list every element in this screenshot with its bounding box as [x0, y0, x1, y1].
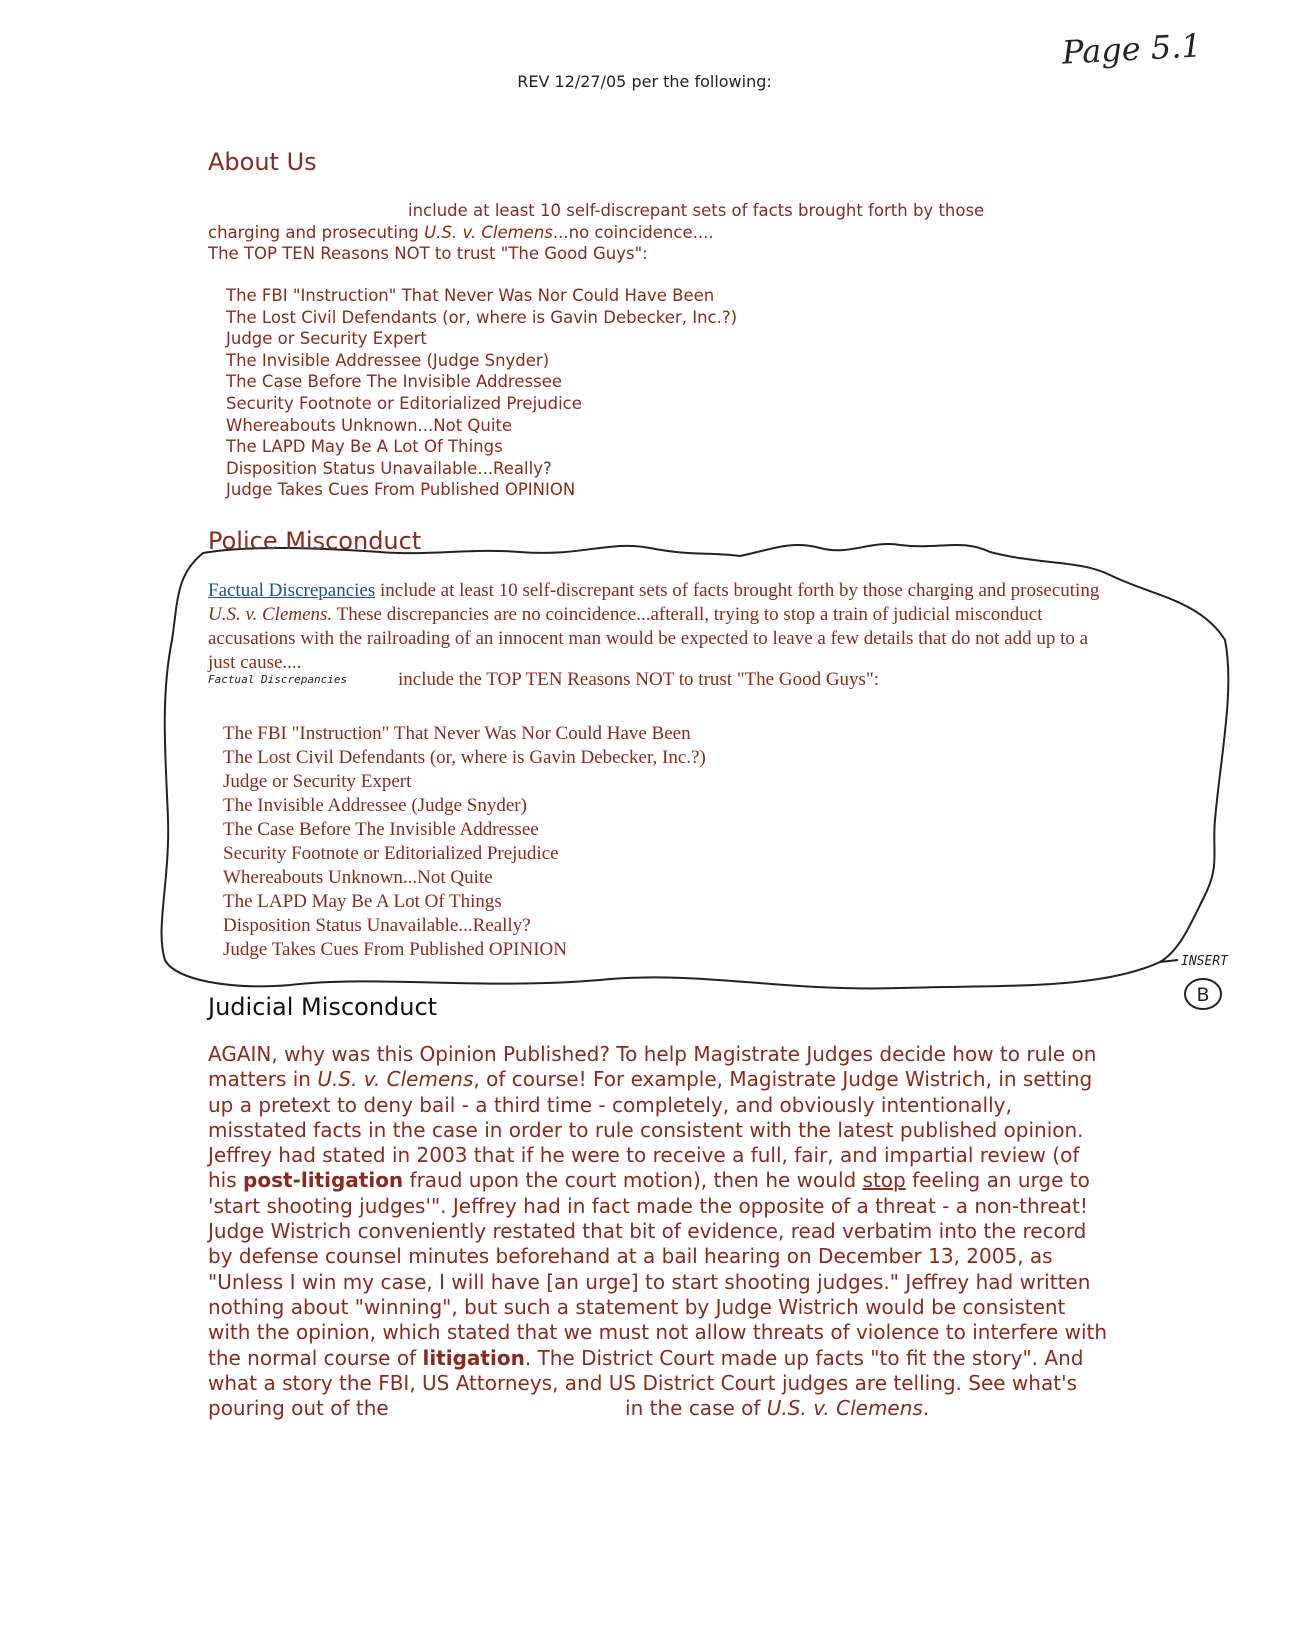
police-list-item: Disposition Status Unavailable...Really? — [223, 915, 531, 936]
about-list-item: The LAPD May Be A Lot Of Things — [226, 437, 503, 457]
factual-discrepancies-link[interactable]: Factual Discrepancies — [208, 580, 376, 601]
insert-b-letter: B — [1196, 984, 1210, 1006]
judicial-text: AGAIN, why was this Opinion Published? To help Magistrate Judges decide how to rule on matters in — [208, 1042, 1097, 1092]
judicial-text: . The District Court made up facts "to fit the story". And what a story the FBI, US Attorneys, and US District Court judges are telling. See what's pouring out of the — [208, 1345, 1084, 1421]
judicial-text: in the case of — [618, 1396, 767, 1421]
about-us-intro — [208, 200, 1058, 265]
judicial-case-name: U.S. v. Clemens — [317, 1067, 474, 1092]
about-list-item: The Invisible Addressee (Judge Snyder) — [226, 350, 550, 370]
revision-note: REV 12/27/05 per the following: — [517, 72, 772, 91]
police-list-item: The FBI "Instruction" That Never Was Nor Could Have Been — [223, 723, 691, 744]
police-misconduct-list — [223, 722, 706, 962]
police-list-item: Security Footnote or Editorialized Prejudice — [223, 843, 559, 864]
insert-b-circle — [1183, 976, 1223, 1012]
about-intro-line1: include at least 10 self-discrepant sets of facts brought forth by those — [408, 201, 985, 220]
about-intro-case: U.S. v. Clemens — [424, 222, 553, 242]
about-list-item: Security Footnote or Editorialized Prejudice — [226, 393, 582, 413]
police-topten-line: include the TOP TEN Reasons NOT to trust "The Good Guys": — [398, 669, 879, 690]
about-list-item: Whereabouts Unknown...Not Quite — [226, 415, 513, 435]
police-list-item: The Case Before The Invisible Addressee — [223, 819, 539, 840]
police-list-item: The LAPD May Be A Lot Of Things — [223, 891, 502, 912]
handwritten-factual-note: Factual Discrepancies — [208, 673, 348, 686]
police-list-item: Judge Takes Cues From Published OPINION — [223, 939, 568, 960]
judicial-misconduct-paragraph — [208, 1042, 1108, 1421]
judicial-text: fraud upon the court motion), then he would — [403, 1168, 863, 1193]
police-para-part2: These discrepancies are no coincidence...afterall, trying to stop a train of judicial misconduct accusations with the railroading of an innocent man would be expected to leave a few details that do not add up to a just cause.... — [208, 604, 1089, 673]
judicial-text: feeling an urge to 'start shooting judges'". Jeffrey had in fact made the opposite of a threat - a non-threat! Judge Wistrich conveniently restated that bit of evidence, read verbatim into the record by defense counsel minutes beforehand at a bail hearing on December 13, 2005, as "Unless I win my case, I will have [an urge] to start shooting judges." Jeffrey had written nothing about "winning", but such a statement by Judge Wistrich would be consistent with the opinion, which stated that we must not allow threats of violence to interfere with the normal course of — [208, 1168, 1108, 1370]
judicial-bold-litigation: litigation — [422, 1345, 525, 1370]
page-number: Page 5.1 — [1061, 26, 1203, 72]
about-list-item: Judge Takes Cues From Published OPINION — [226, 480, 576, 500]
judicial-case-name: U.S. v. Clemens — [766, 1396, 923, 1421]
judicial-bold-post-litigation: post-litigation — [243, 1168, 404, 1193]
judicial-misconduct-heading: Judicial Misconduct — [208, 993, 438, 1021]
judicial-underline-stop: stop — [862, 1168, 906, 1193]
about-list-item: The Case Before The Invisible Addressee — [226, 372, 563, 392]
about-list-item: The FBI "Instruction" That Never Was Nor Could Have Been — [226, 286, 715, 305]
about-list-item: The Lost Civil Defendants (or, where is Gavin Debecker, Inc.?) — [226, 307, 738, 327]
about-us-list — [226, 285, 737, 501]
police-list-item: Judge or Security Expert — [223, 771, 412, 792]
judicial-text: , of course! For example, Magistrate Judge Wistrich, in setting up a pretext to deny bail - a third time - completely, and obviously intentionally, misstated facts in the case in order to rule consistent with the latest published opinion. Jeffrey had stated in 2003 that if he were to receive a full, fair, and impartial review (of his — [208, 1067, 1093, 1193]
judicial-text: . — [922, 1396, 930, 1421]
police-list-item: The Lost Civil Defendants (or, where is Gavin Debecker, Inc.?) — [223, 747, 706, 768]
police-list-item: The Invisible Addressee (Judge Snyder) — [223, 795, 527, 816]
about-list-item: Disposition Status Unavailable...Really? — [226, 458, 552, 478]
police-misconduct-heading: Police Misconduct — [208, 527, 422, 555]
about-list-item: Judge or Security Expert — [226, 329, 427, 349]
police-list-item: Whereabouts Unknown...Not Quite — [223, 867, 493, 888]
police-misconduct-paragraph — [208, 579, 1118, 675]
about-intro-line2-post: ...no coincidence.... — [552, 222, 714, 242]
insert-label: INSERT — [1181, 954, 1228, 969]
about-intro-line2-pre: charging and prosecuting — [208, 222, 425, 242]
police-para-case: U.S. v. Clemens. — [208, 604, 333, 625]
about-intro-line3: The TOP TEN Reasons NOT to trust "The Good Guys": — [208, 244, 648, 263]
about-intro-line2 — [208, 222, 1058, 244]
police-para-part1: include at least 10 self-discrepant sets of facts brought forth by those charging and prosecuting — [375, 580, 1100, 601]
about-us-heading: About Us — [208, 148, 317, 176]
